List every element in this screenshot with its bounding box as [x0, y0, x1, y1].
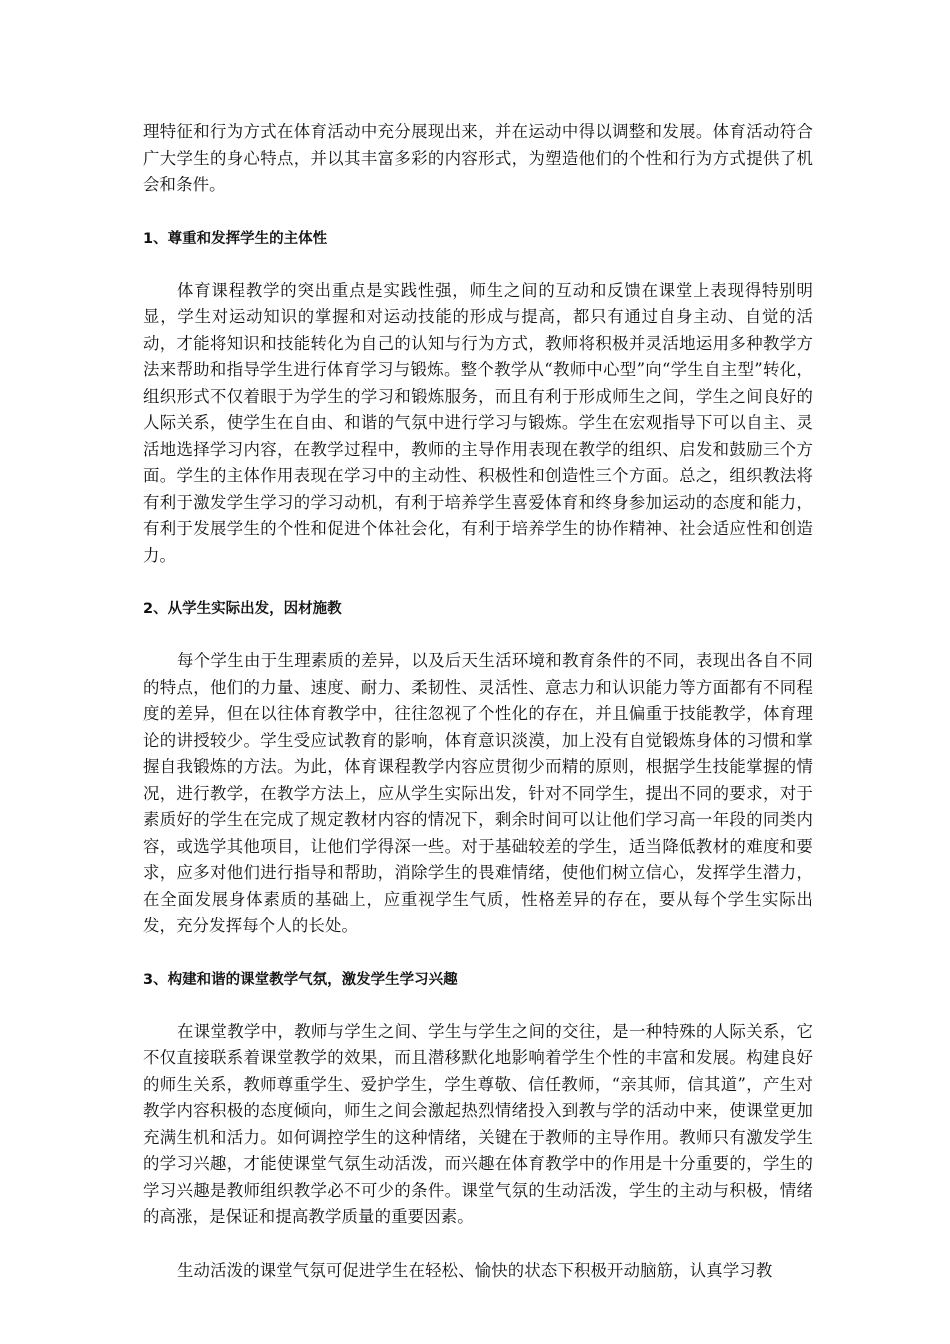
document-page — [143, 119, 813, 1284]
section-2-heading: 2、从学生实际出发，因材施教 — [143, 601, 342, 617]
section-3-paragraph-1: 在课堂教学中，教师与学生之间、学生与学生之间的交往，是一种特殊的人际关系，它不仅直接联系着课堂教学的效果，而且潜移默化地影响着学生个性的丰富和发展。构建良好的师生关系，教师尊重学生、爱护学生，学生尊敬、信任教师，“亲其师，信其道”，产生对教学内容积极的态度倾向，师生之间会激起热烈情绪投入到教与学的活动中来，使课堂更加充满生机和活力。如何调控学生的这种情绪，关键在于教师的主导作用。教师只有激发学生的学习兴趣，才能使课堂气氛生动活泼，而兴趣在体育教学中的作用是十分重要的，学生的学习兴趣是教师组织教学必不可少的条件。课堂气氛的生动活泼，学生的主动与积极，情绪的高涨，是保证和提高教学质量的重要因素。 — [143, 1021, 813, 1226]
section-1-paragraph: 体育课程教学的突出重点是实践性强，师生之间的互动和反馈在课堂上表现得特别明显，学生对运动知识的掌握和对运动技能的形成与提高，都只有通过自身主动、自觉的活动，才能将知识和技能转化为自己的认知与行为方式，教师将积极并灵活地运用多种教学方法来帮助和指导学生进行体育学习与锻炼。整个教学从“教师中心型”向“学生自主型”转化，组织形式不仅着眼于为学生的学习和锻炼服务，而且有利于形成师生之间，学生之间良好的人际关系，使学生在自由、和谐的气氛中进行学习与锻炼。学生在宏观指导下可以自主、灵活地选择学习内容，在教学过程中，教师的主导作用表现在教学的组织、启发和鼓励三个方面。学生的主体作用表现在学习中的主动性、积极性和创造性三个方面。总之，组织教法将有利于激发学生学习的学习动机，有利于培养学生喜爱体育和终身参加运动的态度和能力，有利于发展学生的个性和促进个体社会化，有利于培养学生的协作精神、社会适应性和创造力。 — [143, 280, 813, 565]
section-3-paragraph-2: 生动活泼的课堂气氛可促进学生在轻松、愉快的状态下积极开动脑筋，认真学习教 — [177, 1260, 773, 1280]
section-3-heading: 3、构建和谐的课堂教学气氛，激发学生学习兴趣 — [143, 971, 458, 988]
section-1-heading: 1、尊重和发挥学生的主体性 — [143, 230, 328, 247]
intro-paragraph: 理特征和行为方式在体育活动中充分展现出来，并在运动中得以调整和发展。体育活动符合广大学生的身心特点，并以其丰富多彩的内容形式，为塑造他们的个性和行为方式提供了机会和条件。 — [143, 122, 813, 194]
section-2-paragraph: 每个学生由于生理素质的差异，以及后天生活环境和教育条件的不同，表现出各自不同的特点，他们的力量、速度、耐力、柔韧性、灵活性、意志力和认识能力等方面都有不同程度的差异，但在以往体育教学中，往往忽视了个性化的存在，并且偏重于技能教学，体育理论的讲授较少。学生受应试教育的影响，体育意识淡漠，加上没有自觉锻炼身体的习惯和掌握自我锻炼的方法。为此，体育课程教学内容应贯彻少而精的原则，根据学生技能掌握的情况，进行教学，在教学方法上，应从学生实际出发，针对不同学生，提出不同的要求，对于素质好的学生在完成了规定教材内容的情况下，剩余时间可以让他们学习高一年段的同类内容，或选学其他项目，让他们学得深一些。对于基础较差的学生，适当降低教材的难度和要求，应多对他们进行指导和帮助，消除学生的畏难情绪，使他们树立信心，发挥学生潜力，在全面发展身体素质的基础上，应重视学生气质，性格差异的存在，要从每个学生实际出发，充分发挥每个人的长处。 — [143, 651, 813, 935]
